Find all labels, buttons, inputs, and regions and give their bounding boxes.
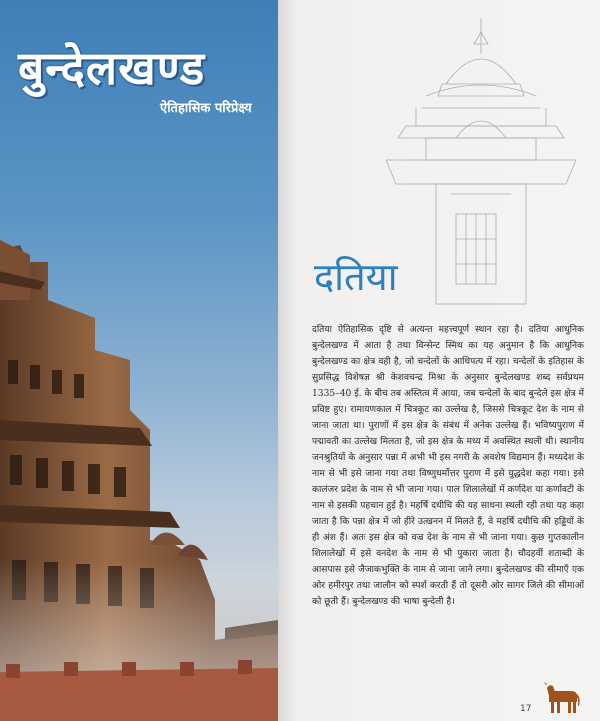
cover-photo-panel [0,0,278,721]
text-page [278,0,600,721]
body-paragraph: दतिया ऐतिहासिक दृष्टि से अत्यन्त महत्त्वपूर्ण स्थान रहा है। दतिया आधुनिक बुन्देलखण्ड में आता है तथा विन्सेन्ट स्मिथ का यह अनुमान है कि आधुनिक बुन्देलखण्ड का क्षेत्र वही है, जो चन्देलों के आधिपत्य में रहा। चन्देलों के इतिहास के सुप्रसिद्ध विशेषज्ञ श्री केशवचन्द्र मिश्रा के अनुसार बुन्देलखण्ड शब्द सर्वप्रथम 1335–40 ई. के बीच तब अस्तित्व में आया, जब चन्देलों के बाद बुन्देले इस क्षेत्र में प्रविष्ट हुए। रामायणकाल में चित्रकूट का उल्लेख है, जिससे चित्रकूट देश के नाम से जाना जाता था। पुराणों में इस क्षेत्र के संबंध में अनेक उल्लेख हैं। भविष्यपुराण में पद्मावती का उल्लेख मिलता है, जो इस क्षेत्र के मध्य में अवस्थित स्थली थी। स्थानीय जनश्रुतियों के अनुसार पन्ना में अभी भी इस नगरी के अवशेष विद्यमान हैं। मध्यदेश के नाम से भी इसे जाना गया तथा विष्णुधर्मोत्तर पुराण में इसे युद्धदेश कहा गया। इसे कालंजर प्रदेश के नाम से भी जाना गया। पाल शिलालेखों में कर्णदेश या कर्णावटी के नाम से इसकी पहचान हुई है। महर्षि दधीचि की यह साधना स्थली रही तथा यह कहा जाता है कि पन्ना क्षेत्र में जो हीरे उत्खनन में मिलते हैं, वे महर्षि दधीचि की हड्डियों के ही अंश हैं। अतः इस क्षेत्र को वज्र देश के नाम से भी जाना गया। कुछ गुप्तकालीन शिलालेखों में इसे वनदेश के नाम से भी पुकारा जाता है। चौदहवीं शताब्दी के आसपास इसे जैजाकभुक्ति के नाम से जाना जाने लगा। बुन्देलखण्ड की सीमाएँ एक ओर हमीरपुर तथा जालौन को स्पर्श करती हैं तो दूसरी ओर सागर जिले की सीमाओं को छूती हैं। बुन्देलखण्ड की भाषा बुन्देली है। [312,325,584,607]
book-subtitle: ऐतिहासिक परिप्रेक्ष्य [160,101,252,116]
page-heading: दतिया [314,255,398,299]
temple-dome-sketch-icon [386,14,576,314]
page-number: 17 [520,704,532,714]
book-title: बुन्देलखण्ड [18,41,206,95]
bull-emblem-icon [543,682,583,716]
